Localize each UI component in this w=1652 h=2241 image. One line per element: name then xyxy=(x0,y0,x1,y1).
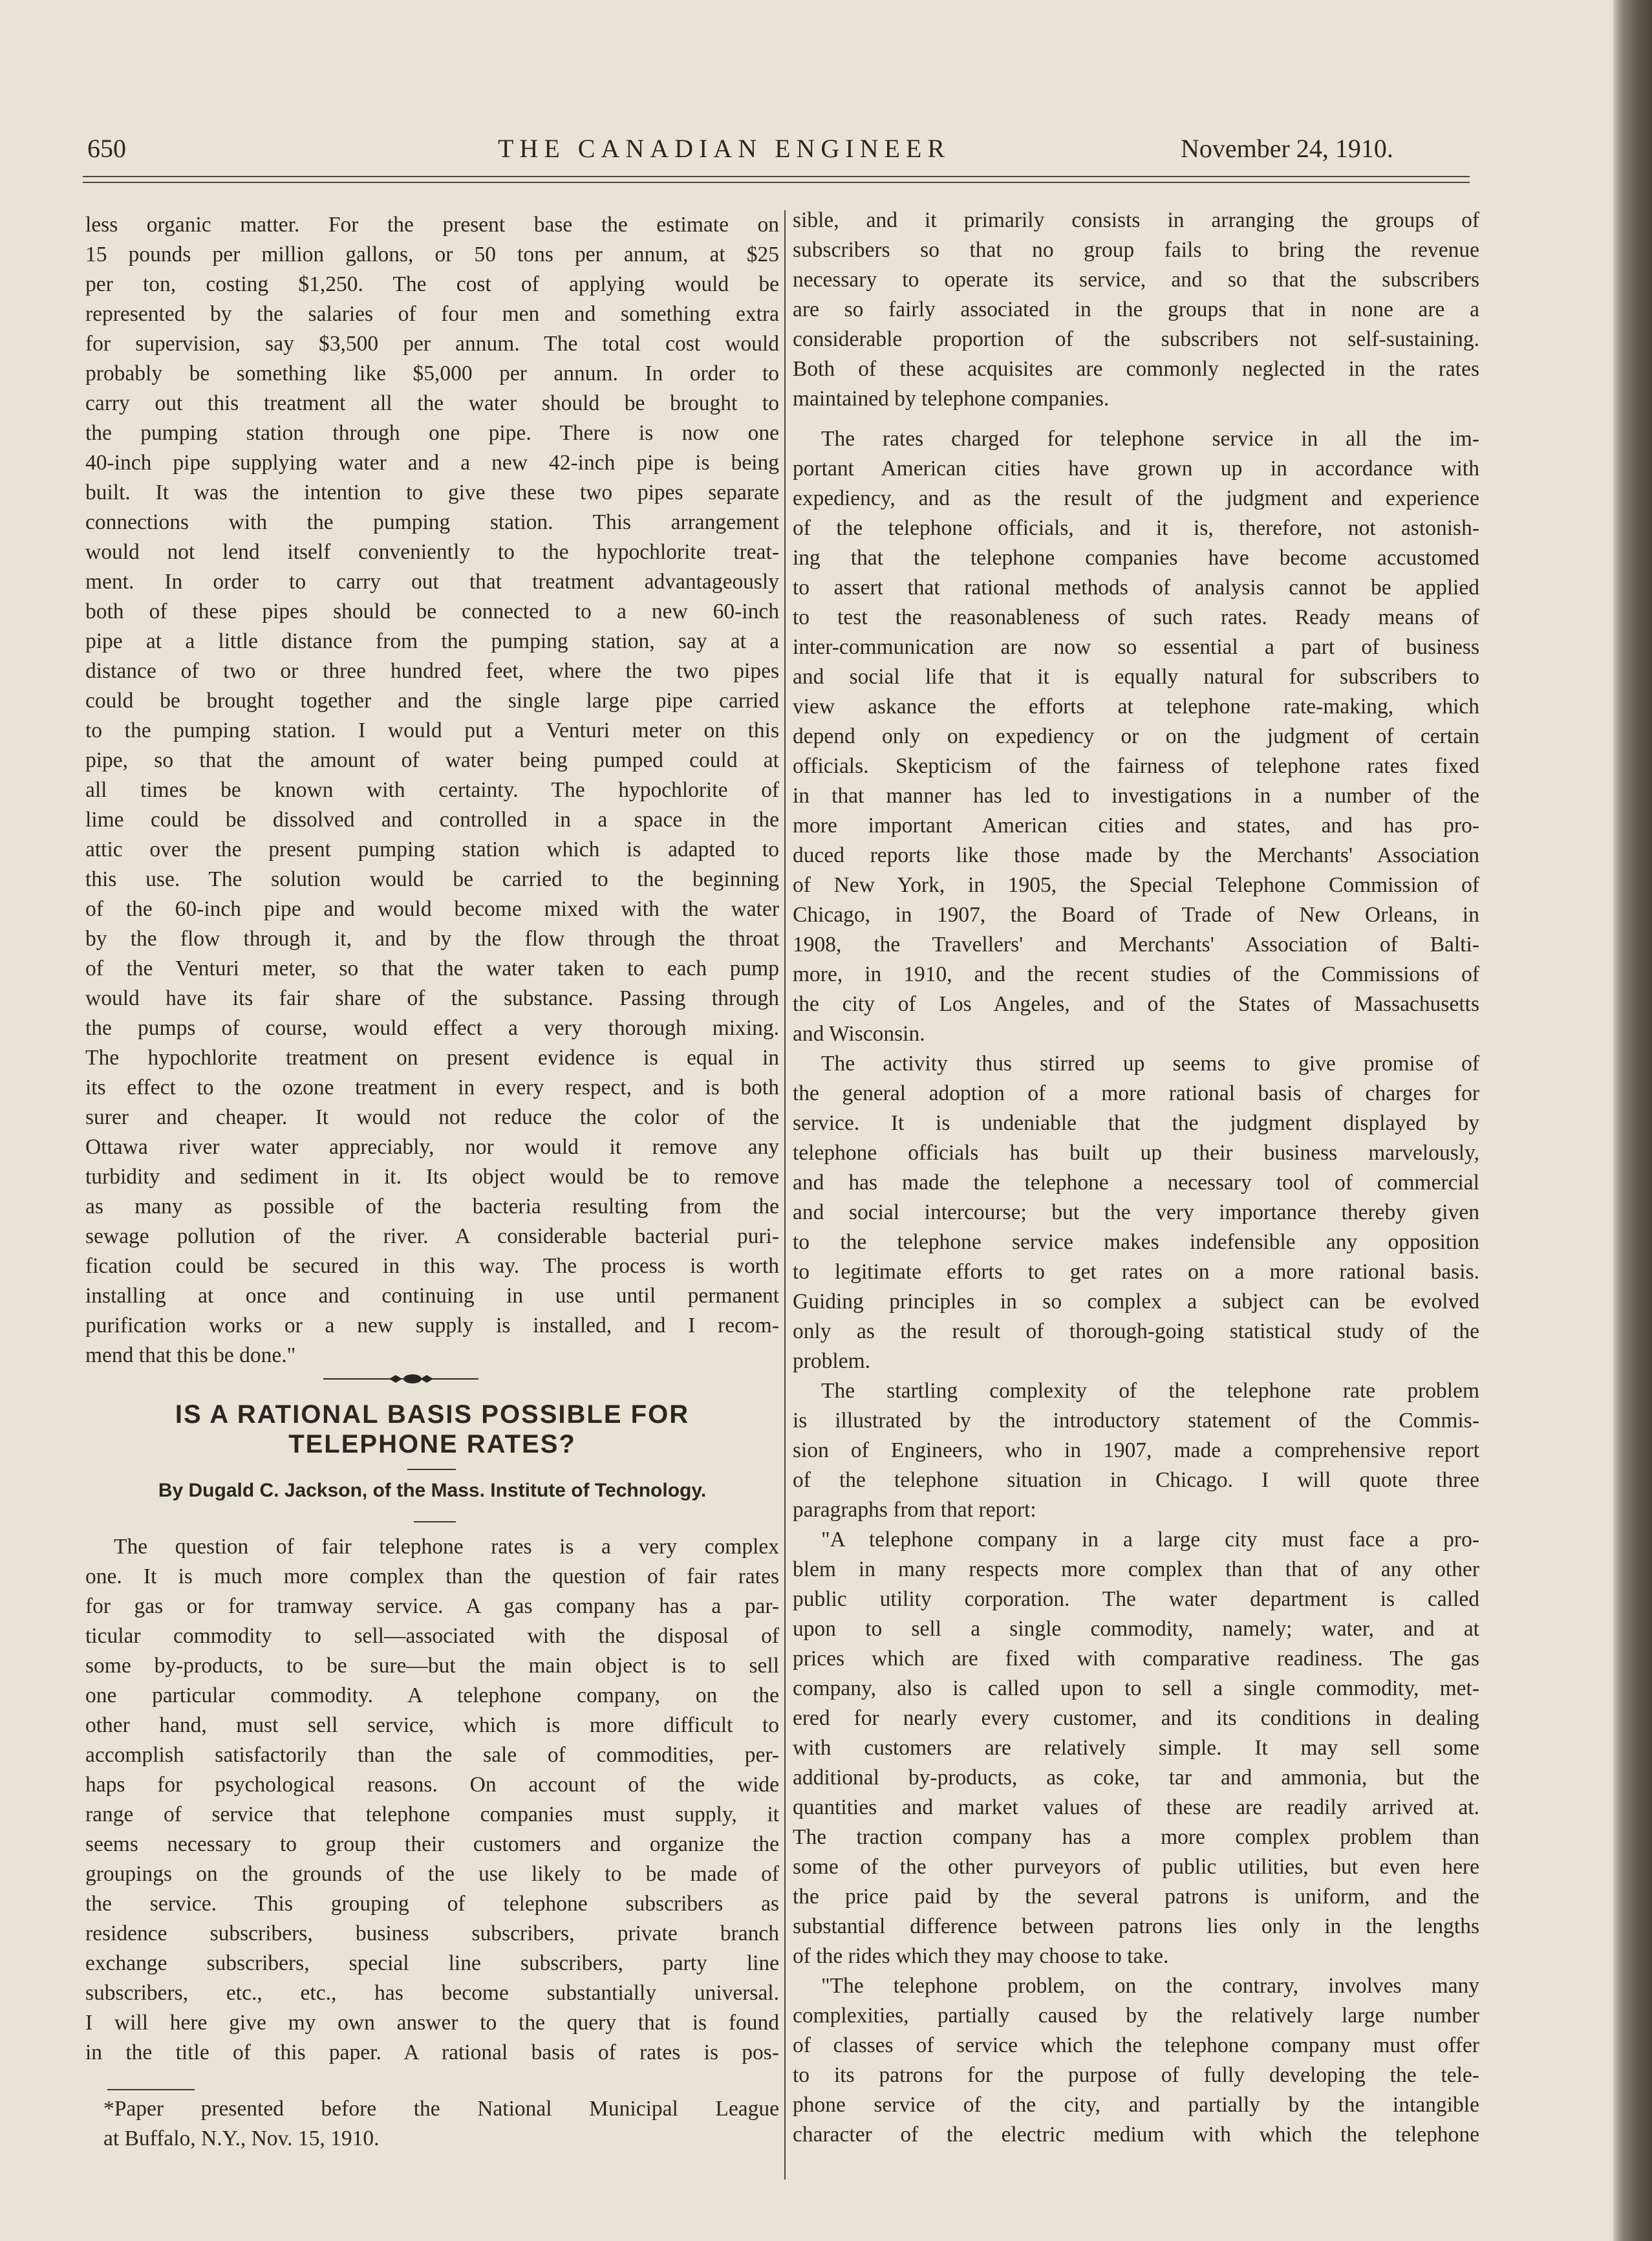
text-line: the price paid by the several patrons is uniform, and the xyxy=(793,1885,1479,1909)
text-line: pipe at a little distance from the pumping station, say at a xyxy=(85,629,779,653)
text-line: mend that this be done." xyxy=(85,1343,296,1367)
text-line: residence subscribers, business subscribers, private branch xyxy=(85,1922,779,1945)
paragraph xyxy=(793,1971,1479,2150)
text-line: per ton, costing $1,250. The cost of applying would be xyxy=(85,272,779,296)
header-rule-top xyxy=(83,176,1470,177)
text-line: the service. This grouping of telephone subscribers as xyxy=(85,1892,779,1916)
text-line: phone service of the city, and partially by the intangible xyxy=(793,2093,1479,2117)
article-title xyxy=(85,1400,779,1459)
text-line: complexities, partially caused by the relatively large number xyxy=(793,2004,1479,2028)
text-line: and social intercourse; but the very importance thereby given xyxy=(793,1200,1479,1224)
text-line: could be brought together and the single large pipe carried xyxy=(85,689,779,713)
text-line: fication could be secured in this way. The process is worth xyxy=(85,1254,779,1278)
text-line: more important American cities and states, and has pro- xyxy=(793,814,1479,838)
text-line: installing at once and continuing in use until permanent xyxy=(85,1284,779,1308)
text-line: depend only on expediency or on the judgment of certain xyxy=(793,724,1479,748)
text-line: The activity thus stirred up seems to give promise of xyxy=(821,1052,1479,1076)
text-line: the city of Los Angeles, and of the States of Massachusetts xyxy=(793,992,1479,1016)
paragraph xyxy=(793,1525,1479,1971)
text-line: maintained by telephone companies. xyxy=(793,387,1110,411)
text-line: considerable proportion of the subscribers not self-sustaining. xyxy=(793,327,1479,351)
text-line: of the 60-inch pipe and would become mixed with the water xyxy=(85,897,779,921)
text-line: all times be known with certainty. The hypochlorite of xyxy=(85,778,779,802)
text-line: and social life that it is equally natural for subscribers to xyxy=(793,665,1479,689)
text-line: officials. Skepticism of the fairness of telephone rates fixed xyxy=(793,754,1479,778)
text-line: turbidity and sediment in it. Its object would be to remove xyxy=(85,1165,779,1189)
text-line: lime could be dissolved and controlled in a space in the xyxy=(85,808,779,832)
left-column-bottom xyxy=(85,1532,779,2068)
text-line: of the telephone officials, and it is, therefore, not astonish- xyxy=(793,516,1479,540)
paragraph xyxy=(793,1376,1479,1525)
page-edge-shadow xyxy=(1613,0,1652,2241)
text-line: both of these pipes should be connected to a new 60-inch xyxy=(85,600,779,623)
text-line: groupings on the grounds of the use likely to be made of xyxy=(85,1862,779,1886)
text-line: problem. xyxy=(793,1349,871,1373)
right-column xyxy=(793,206,1479,2150)
text-line: subscribers, etc., etc., has become substantially universal. xyxy=(85,1981,779,2005)
text-line: upon to sell a single commodity, namely; water, and at xyxy=(793,1617,1479,1641)
text-line: of classes of service which the telephone company must offer xyxy=(793,2033,1479,2057)
text-line: to assert that rational methods of analysis cannot be applied xyxy=(793,576,1479,600)
text-line: to legitimate efforts to get rates on a more rational basis. xyxy=(793,1260,1479,1284)
text-line: subscribers so that no group fails to bring the revenue xyxy=(793,238,1479,262)
text-line: ticular commodity to sell—associated with the disposal of xyxy=(85,1624,779,1648)
text-line: would not lend itself conveniently to the hypochlorite treat- xyxy=(85,540,779,564)
text-line: purification works or a new supply is installed, and I recom- xyxy=(85,1314,779,1337)
text-line: its effect to the ozone treatment in every respect, and is both xyxy=(85,1076,779,1099)
page-number: 650 xyxy=(87,134,126,163)
text-line: to the telephone service makes indefensible any opposition xyxy=(793,1230,1479,1254)
text-line: The rates charged for telephone service in all the im- xyxy=(821,427,1479,451)
text-line: expediency, and as the result of the judgment and experience xyxy=(793,486,1479,510)
text-line: portant American cities have grown up in accordance with xyxy=(793,457,1479,481)
text-line: more, in 1910, and the recent studies of the Commissions of xyxy=(793,962,1479,986)
column-divider xyxy=(784,210,786,2180)
text-line: 15 pounds per million gallons, or 50 tons per annum, at $25 xyxy=(85,243,779,266)
text-line: is illustrated by the introductory statement of the Commis- xyxy=(793,1409,1479,1433)
text-line: Guiding principles in so complex a subject can be evolved xyxy=(793,1290,1479,1314)
text-line: one. It is much more complex than the question of fair rates xyxy=(85,1564,779,1588)
text-line: ered for nearly every customer, and its conditions in dealing xyxy=(793,1706,1479,1730)
text-line: of New York, in 1905, the Special Telephone Commission of xyxy=(793,873,1479,897)
text-line: "The telephone problem, on the contrary, involves many xyxy=(821,1974,1479,1998)
article-title-line-2: TELEPHONE RATES? xyxy=(288,1430,576,1458)
left-column-top xyxy=(85,210,779,1370)
title-rule xyxy=(407,1469,456,1470)
journal-title: THE CANADIAN ENGINEER xyxy=(498,134,951,163)
text-line: carry out this treatment all the water should be brought to xyxy=(85,391,779,415)
text-line: for gas or for tramway service. A gas company has a par- xyxy=(85,1594,779,1618)
text-line: this use. The solution would be carried to the beginning xyxy=(85,867,779,891)
text-line: with customers are relatively simple. It may sell some xyxy=(793,1736,1479,1760)
text-line: range of service that telephone companies must supply, it xyxy=(85,1803,779,1826)
text-line: quantities and market values of these are readily arrived at. xyxy=(793,1795,1479,1819)
text-line: are so fairly associated in the groups that in none are a xyxy=(793,298,1479,321)
text-line: The startling complexity of the telephone rate problem xyxy=(821,1379,1479,1403)
issue-date: November 24, 1910. xyxy=(1181,134,1393,163)
text-line: only as the result of thorough-going statistical study of the xyxy=(793,1319,1479,1343)
text-line: probably be something like $5,000 per annum. In order to xyxy=(85,362,779,385)
text-line: Ottawa river water appreciably, nor would it remove any xyxy=(85,1135,779,1159)
text-line: duced reports like those made by the Merchants' Association xyxy=(793,843,1479,867)
text-line: surer and cheaper. It would not reduce the color of the xyxy=(85,1105,779,1129)
text-line: some of the other purveyors of public utilities, but even here xyxy=(793,1855,1479,1879)
text-line: character of the electric medium with which the telephone xyxy=(793,2123,1479,2147)
text-line: would have its fair share of the substance. Passing through xyxy=(85,986,779,1010)
text-line: ing that the telephone companies have become accustomed xyxy=(793,546,1479,570)
text-line: to test the reasonableness of such rates. Ready means of xyxy=(793,605,1479,629)
text-line: and has made the telephone a necessary tool of commercial xyxy=(793,1171,1479,1195)
text-line: the pumping station through one pipe. There is now one xyxy=(85,421,779,445)
text-line: the pumps of course, would effect a very thorough mixing. xyxy=(85,1016,779,1040)
text-line: blem in many respects more complex than that of any other xyxy=(793,1557,1479,1581)
text-line: to the pumping station. I would put a Venturi meter on this xyxy=(85,719,779,742)
text-line: sible, and it primarily consists in arranging the groups of xyxy=(793,208,1479,232)
text-line: 1908, the Travellers' and Merchants' Association of Balti- xyxy=(793,933,1479,957)
text-line: ment. In order to carry out that treatment advantageously xyxy=(85,570,779,594)
byline: By Dugald C. Jackson, of the Mass. Institute of Technology. xyxy=(158,1480,707,1501)
text-line: for supervision, say $3,500 per annum. The total cost would xyxy=(85,332,779,356)
text-line: Both of these acquisites are commonly neglected in the rates xyxy=(793,357,1479,381)
text-line: to its patrons for the purpose of fully developing the tele- xyxy=(793,2063,1479,2087)
text-line: of the telephone situation in Chicago. I will quote three xyxy=(793,1468,1479,1492)
text-line: sewage pollution of the river. A considerable bacterial puri- xyxy=(85,1224,779,1248)
text-line: of the Venturi meter, so that the water taken to each pump xyxy=(85,957,779,980)
text-line: 40-inch pipe supplying water and a new 42-inch pipe is being xyxy=(85,451,779,475)
text-line: attic over the present pumping station which is adapted to xyxy=(85,838,779,861)
text-line: some by-products, to be sure—but the main object is to sell xyxy=(85,1654,779,1678)
text-line: built. It was the intention to give these two pipes separate xyxy=(85,481,779,504)
text-line: distance of two or three hundred feet, where the two pipes xyxy=(85,659,779,683)
text-line: seems necessary to group their customers and organize the xyxy=(85,1832,779,1856)
text-line: The question of fair telephone rates is a very complex xyxy=(114,1535,779,1559)
text-line: pipe, so that the amount of water being pumped could at xyxy=(85,748,779,772)
text-line: I will here give my own answer to the query that is found xyxy=(85,2011,779,2035)
text-line: exchange subscribers, special line subscribers, party line xyxy=(85,1951,779,1975)
text-line: as many as possible of the bacteria resulting from the xyxy=(85,1195,779,1218)
text-line: in that manner has led to investigations in a number of the xyxy=(793,784,1479,808)
paragraph xyxy=(793,1049,1479,1376)
paragraph-gap xyxy=(793,414,1479,424)
text-line: sion of Engineers, who in 1907, made a comprehensive report xyxy=(793,1438,1479,1462)
text-line: public utility corporation. The water department is called xyxy=(793,1587,1479,1611)
text-line: inter-communication are now so essential a part of business xyxy=(793,635,1479,659)
text-line: in the title of this paper. A rational basis of rates is pos- xyxy=(85,2041,779,2064)
footnote-rule xyxy=(107,2089,195,2090)
byline-rule xyxy=(414,1521,456,1522)
text-line: other hand, must sell service, which is more difficult to xyxy=(85,1713,779,1737)
text-line: necessary to operate its service, and so that the subscribers xyxy=(793,268,1479,292)
section-ornament xyxy=(323,1372,478,1385)
text-line: service. It is undeniable that the judgment displayed by xyxy=(793,1111,1479,1135)
text-line: paragraphs from that report: xyxy=(793,1498,1036,1522)
footnote-line: at Buffalo, N.Y., Nov. 15, 1910. xyxy=(103,2127,380,2150)
text-line: connections with the pumping station. This arrangement xyxy=(85,510,779,534)
text-line: telephone officials has built up their business marvelously, xyxy=(793,1141,1479,1165)
text-line: haps for psychological reasons. On account of the wide xyxy=(85,1773,779,1797)
text-line: company, also is called upon to sell a single commodity, met- xyxy=(793,1676,1479,1700)
text-line: accomplish satisfactorily than the sale of commodities, per- xyxy=(85,1743,779,1767)
text-line: one particular commodity. A telephone company, on the xyxy=(85,1683,779,1707)
text-line: substantial difference between patrons lies only in the lengths xyxy=(793,1914,1479,1938)
footnote-line: *Paper presented before the National Municipal League xyxy=(103,2097,779,2121)
text-line: The hypochlorite treatment on present evidence is equal in xyxy=(85,1046,779,1070)
text-line: The traction company has a more complex problem than xyxy=(793,1825,1479,1849)
header-rule-bottom xyxy=(83,182,1470,183)
paragraph xyxy=(793,424,1479,1049)
text-line: "A telephone company in a large city must face a pro- xyxy=(821,1528,1479,1552)
footnote xyxy=(103,2094,779,2154)
text-line: additional by-products, as coke, tar and ammonia, but the xyxy=(793,1766,1479,1790)
paragraph xyxy=(793,206,1479,414)
text-line: prices which are fixed with comparative readiness. The gas xyxy=(793,1647,1479,1671)
article-title-line-1: IS A RATIONAL BASIS POSSIBLE FOR xyxy=(175,1400,690,1429)
text-line: represented by the salaries of four men and something extra xyxy=(85,302,779,326)
text-line: view askance the efforts at telephone rate-making, which xyxy=(793,695,1479,719)
text-line: of the rides which they may choose to take. xyxy=(793,1944,1169,1968)
text-line: less organic matter. For the present base the estimate on xyxy=(85,213,779,237)
text-line: Chicago, in 1907, the Board of Trade of New Orleans, in xyxy=(793,903,1479,927)
text-line: and Wisconsin. xyxy=(793,1022,925,1046)
text-line: the general adoption of a more rational basis of charges for xyxy=(793,1081,1479,1105)
text-line: by the flow through it, and by the flow through the throat xyxy=(85,927,779,951)
